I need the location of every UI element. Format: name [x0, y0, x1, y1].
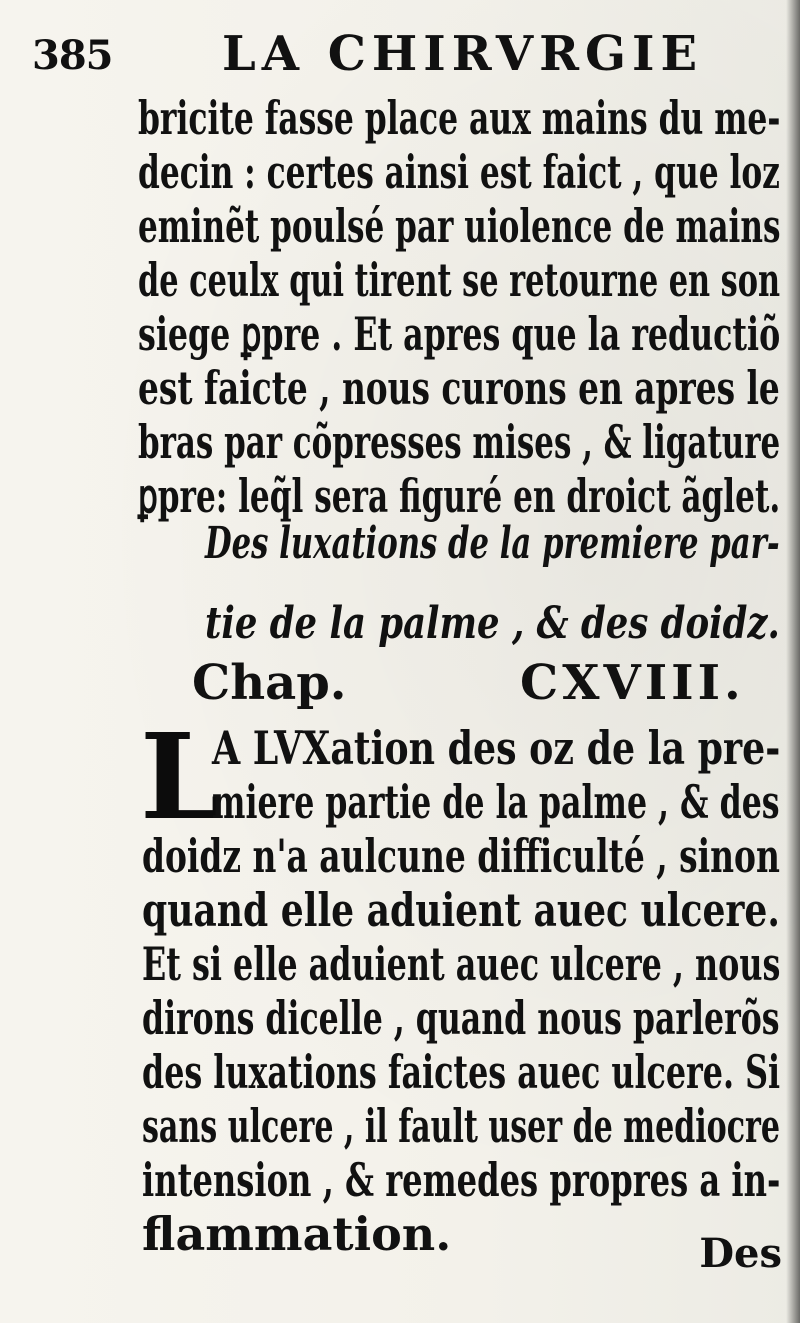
text-line: sans ulcere , il fault user de mediocre: [142, 1099, 781, 1153]
decorated-initial: L: [140, 707, 223, 846]
text-line: des luxations faictes auec ulcere. Si: [142, 1045, 781, 1099]
chapter-number: CXVIII.: [520, 655, 745, 711]
chapter-label: Chap.: [192, 655, 347, 711]
text-line: decin : certes ainsi est faict , que loz: [138, 145, 780, 199]
text-line: doidz n'a aulcune difficulté , sinon: [142, 829, 780, 883]
text-line: ꝑpre: leq̃l sera figuré en droict ãglet.: [138, 469, 781, 523]
text-line: A LVXation des oz de la pre-: [212, 721, 781, 775]
text-line: dirons dicelle , quand nous parlerõs: [142, 991, 780, 1045]
text-line: bras par cõpresses mises , & ligature: [138, 415, 781, 469]
text-line: miere partie de la palme , & des: [212, 775, 780, 829]
text-line: quand elle aduient auec ulcere.: [142, 883, 780, 937]
text-line: flammation.: [142, 1207, 452, 1261]
text-line: eminẽt poulsé par uiolence de mains: [138, 199, 781, 253]
running-head: LA CHIRVRGIE: [222, 26, 704, 82]
page-header: [32, 18, 772, 88]
text-line: intension , & remedes propres a in-: [142, 1153, 781, 1207]
text-line: siege ꝑpre . Et apres que la reductiõ: [138, 307, 781, 361]
catchword: Des: [699, 1230, 782, 1277]
text-line: de ceulx qui tirent se retourne en son: [138, 253, 781, 307]
section-heading-line: Des luxations de la premiere par-: [205, 518, 780, 569]
page-number: 385: [32, 32, 113, 79]
section-heading-line: tie de la palme , & des doidz.: [205, 598, 780, 649]
text-line: bricite fasse place aux mains du me-: [138, 91, 781, 145]
page-gutter-shadow: [786, 0, 800, 1323]
text-line: Et si elle aduient auec ulcere , nous: [142, 937, 781, 991]
text-line: est faicte , nous curons en apres le: [138, 361, 780, 415]
